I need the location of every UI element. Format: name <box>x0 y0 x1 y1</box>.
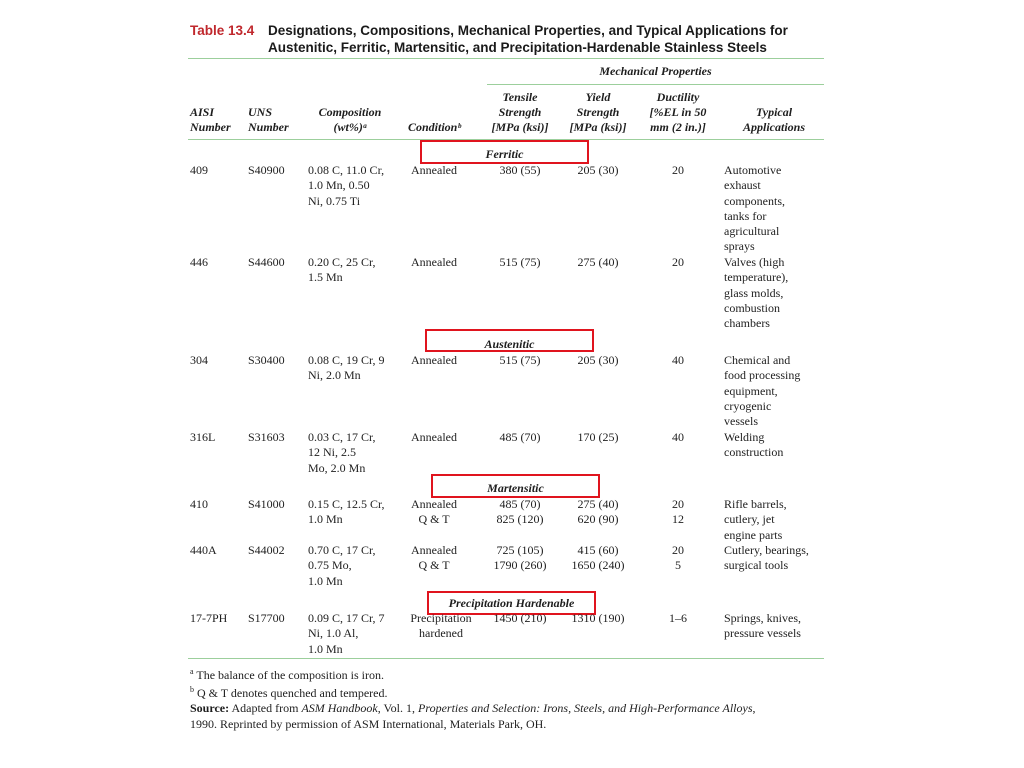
cell-uns: S44002 <box>248 543 285 557</box>
footnote-a-mark: a <box>190 667 194 676</box>
cell-applications: Chemical and food processing equipment, cryogenic vessels <box>724 353 801 429</box>
cell-condition: Annealed <box>411 163 457 177</box>
footnote-b <box>190 682 388 701</box>
cell-uns: S17700 <box>248 611 285 625</box>
cell-composition: 0.15 C, 12.5 Cr, 1.0 Mn <box>308 497 385 527</box>
cell-composition: 0.70 C, 17 Cr, 0.75 Mo, 1.0 Mn <box>308 543 376 588</box>
table-number: Table 13.4 <box>190 23 255 38</box>
cell-condition: Annealed Q & T <box>411 543 457 573</box>
cell-ductility: 20 <box>672 255 684 269</box>
cell-condition: Annealed Q & T <box>411 497 457 527</box>
cell-uns: S44600 <box>248 255 285 269</box>
cell-condition: Precipitation hardened <box>410 611 472 641</box>
cell-tensile: 485 (70) <box>499 430 541 444</box>
source-note: Source: Adapted from ASM Handbook, Vol. 1, Properties and Selection: Irons, Steels, and High-Performance Alloys, 1990. Reprinted by permission of ASM International, Materials Park, OH. <box>190 701 756 731</box>
cell-composition: 0.08 C, 19 Cr, 9 Ni, 2.0 Mn <box>308 353 385 383</box>
cell-yield: 170 (25) <box>577 430 619 444</box>
cell-aisi: 446 <box>190 255 208 269</box>
source-label: Source: <box>190 701 230 715</box>
cell-ductility: 20 5 <box>672 543 684 573</box>
footnote-a-text: The balance of the composition is iron. <box>196 668 384 682</box>
source-book: ASM Handbook <box>301 701 378 715</box>
cell-composition: 0.03 C, 17 Cr, 12 Ni, 2.5 Mo, 2.0 Mn <box>308 430 376 475</box>
cell-tensile: 380 (55) <box>499 163 541 177</box>
footnote-b-mark: b <box>190 685 194 694</box>
bottom-rule <box>188 658 824 659</box>
cell-tensile: 725 (105) 1790 (260) <box>493 543 547 573</box>
table-title-line: Designations, Compositions, Mechanical Properties, and Typical Applications for <box>268 23 788 38</box>
cell-yield: 205 (30) <box>577 163 619 177</box>
cell-aisi: 316L <box>190 430 216 444</box>
cell-tensile: 485 (70) 825 (120) <box>496 497 544 527</box>
section-label-precipitation-hardenable: Precipitation Hardenable <box>448 596 575 610</box>
cell-applications: Springs, knives, pressure vessels <box>724 611 802 641</box>
cell-condition: Annealed <box>411 255 457 269</box>
top-rule <box>188 58 824 59</box>
cell-ductility: 20 12 <box>672 497 684 527</box>
cell-uns: S30400 <box>248 353 285 367</box>
cell-yield: 275 (40) <box>577 255 619 269</box>
section-label-martensitic: Martensitic <box>487 481 544 495</box>
mechanical-properties-rule <box>487 84 824 85</box>
cell-composition: 0.09 C, 17 Cr, 7 Ni, 1.0 Al, 1.0 Mn <box>308 611 385 656</box>
cell-aisi: 304 <box>190 353 208 367</box>
col-header-uns: UNS Number <box>248 105 289 134</box>
col-header-applications: Typical Applications <box>742 105 805 134</box>
cell-ductility: 1–6 <box>669 611 687 625</box>
col-header-yield: Yield Strength [MPa (ksi)] <box>569 90 627 134</box>
section-label-austenitic: Austenitic <box>484 337 535 351</box>
source-title: Properties and Selection: Irons, Steels, and High-Performance Alloys <box>418 701 753 715</box>
col-header-tensile: Tensile Strength [MPa (ksi)] <box>491 90 549 134</box>
cell-yield: 415 (60) 1650 (240) <box>571 543 625 573</box>
cell-tensile: 1450 (210) <box>493 611 547 625</box>
table-title-line: Austenitic, Ferritic, Martensitic, and Precipitation-Hardenable Stainless Steels <box>268 40 767 55</box>
cell-ductility: 40 <box>672 430 684 444</box>
mechanical-properties-header: Mechanical Properties <box>599 64 712 78</box>
col-header-ductility: Ductility [%EL in 50 mm (2 in.)] <box>649 90 707 134</box>
cell-aisi: 440A <box>190 543 217 557</box>
footnote-b-text: Q & T denotes quenched and tempered. <box>197 686 388 700</box>
cell-aisi: 17-7PH <box>190 611 228 625</box>
cell-tensile: 515 (75) <box>499 353 541 367</box>
cell-applications: Cutlery, bearings, surgical tools <box>724 543 809 573</box>
cell-applications: Welding construction <box>724 430 784 460</box>
col-header-aisi: AISI Number <box>190 105 231 134</box>
cell-condition: Annealed <box>411 430 457 444</box>
cell-uns: S31603 <box>248 430 285 444</box>
cell-ductility: 40 <box>672 353 684 367</box>
col-header-composition: Composition (wt%)ᵃ <box>318 105 382 134</box>
section-label-ferritic: Ferritic <box>485 147 524 161</box>
table-title <box>268 22 828 56</box>
cell-composition: 0.08 C, 11.0 Cr, 1.0 Mn, 0.50 Ni, 0.75 Ti <box>308 163 385 208</box>
cell-applications: Valves (high temperature), glass molds, combustion chambers <box>724 255 789 331</box>
cell-yield: 1310 (190) <box>571 611 625 625</box>
cell-yield: 275 (40) 620 (90) <box>577 497 619 527</box>
footnote-a <box>190 664 384 683</box>
cell-uns: S41000 <box>248 497 285 511</box>
cell-ductility: 20 <box>672 163 684 177</box>
cell-tensile: 515 (75) <box>499 255 541 269</box>
cell-composition: 0.20 C, 25 Cr, 1.5 Mn <box>308 255 376 285</box>
cell-uns: S40900 <box>248 163 285 177</box>
col-header-condition: Conditionᵇ <box>408 120 461 134</box>
cell-applications: Rifle barrels, cutlery, jet engine parts <box>724 497 787 542</box>
cell-aisi: 409 <box>190 163 208 177</box>
cell-applications: Automotive exhaust components, tanks for agricultural sprays <box>724 163 785 254</box>
cell-condition: Annealed <box>411 353 457 367</box>
cell-yield: 205 (30) <box>577 353 619 367</box>
cell-aisi: 410 <box>190 497 208 511</box>
